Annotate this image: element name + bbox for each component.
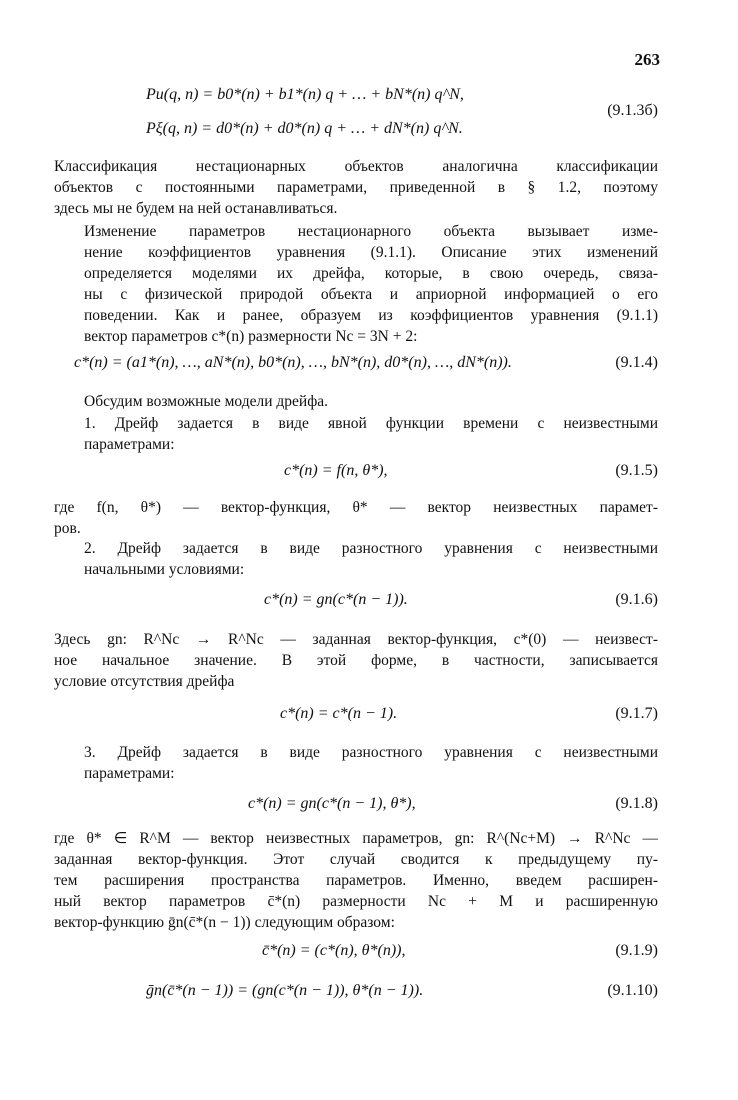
- equation-9-1-6: c*(n) = gn(c*(n − 1)). (9.1.6): [264, 591, 658, 608]
- equation-9-1-10: ḡn(c̄*(n − 1)) = (gn(c*(n − 1)), θ*(n − 1)). (9.1.10): [146, 982, 658, 999]
- paragraph-extended-space: где θ* ∈ R^M — вектор неизвестных параметров, gn: R^(Nc+M) → R^Nc — заданная вектор-функция. Этот случай сводится к предыдущему пу- тем расширения пространства параметров. Именно, введем расширен- ный вектор параметров c̄*(n) размерности Nc + M и расширенную вектор-функцию ḡn(c̄*(n − 1)) следующим образом:: [54, 830, 658, 931]
- paragraph-model-2: 2. Дрейф задается в виде разностного уравнения с неизвестными начальными условиями:: [84, 540, 658, 578]
- page-number: 263: [634, 50, 660, 69]
- paragraph-here-gn: Здесь gn: R^Nc → R^Nc — заданная вектор-функция, c*(0) — неизвест- ное начальное значение. В этой форме, в частности, записывается условие отсутствия дрейфа: [54, 631, 658, 690]
- equation-9-1-3b-line2: [54, 120, 658, 144]
- paragraph-model-1: 1. Дрейф задается в виде явной функции времени с неизвестными параметрами:: [84, 415, 658, 453]
- paragraph-discuss-models: Обсудим возможные модели дрейфа.: [84, 393, 328, 410]
- equation-9-1-4: c*(n) = (a1*(n), …, aN*(n), b0*(n), …, bN*(n), d0*(n), …, dN*(n)). (9.1.4): [74, 354, 658, 371]
- equation-9-1-3b-formula: Pξ(q, n) = d0*(n) + d0*(n) q + … + dN*(n) q^N.: [146, 120, 463, 137]
- equation-9-1-3b-formula: Pu(q, n) = b0*(n) + b1*(n) q + … + bN*(n) q^N,: [146, 86, 464, 103]
- paragraph-classification: Классификация нестационарных объектов аналогична классификации объектов с постоянными параметрами, приведенной в § 1.2, поэтому здесь мы не будем на ней останавливаться.: [54, 158, 658, 217]
- equation-9-1-9: c̄*(n) = (c*(n), θ*(n)), (9.1.9): [262, 942, 658, 959]
- equation-9-1-5: c*(n) = f(n, θ*), (9.1.5): [284, 462, 658, 479]
- equation-9-1-3b-line1: [54, 86, 658, 119]
- equation-9-1-7: c*(n) = c*(n − 1). (9.1.7): [280, 705, 658, 722]
- equation-9-1-8: c*(n) = gn(c*(n − 1), θ*), (9.1.8): [248, 795, 658, 812]
- paragraph-model-3: 3. Дрейф задается в виде разностного уравнения с неизвестными параметрами:: [84, 744, 658, 782]
- paragraph-vector-function: где f(n, θ*) — вектор-функция, θ* — вектор неизвестных парамет- ров.: [54, 499, 658, 537]
- paragraph-parameter-change: Изменение параметров нестационарного объекта вызывает изме- нение коэффициентов уравнения (9.1.1). Описание этих изменений определяется моделями их дрейфа, которые, в свою очередь, связа- ны с физической природой объекта и априорной информацией о его поведении. Как и ранее, образуем из коэффициентов уравнения (9.1.1) вектор параметров c*(n) размерности Nc = 3N + 2:: [84, 223, 658, 345]
- equation-9-1-3b-number: (9.1.3б): [607, 102, 658, 119]
